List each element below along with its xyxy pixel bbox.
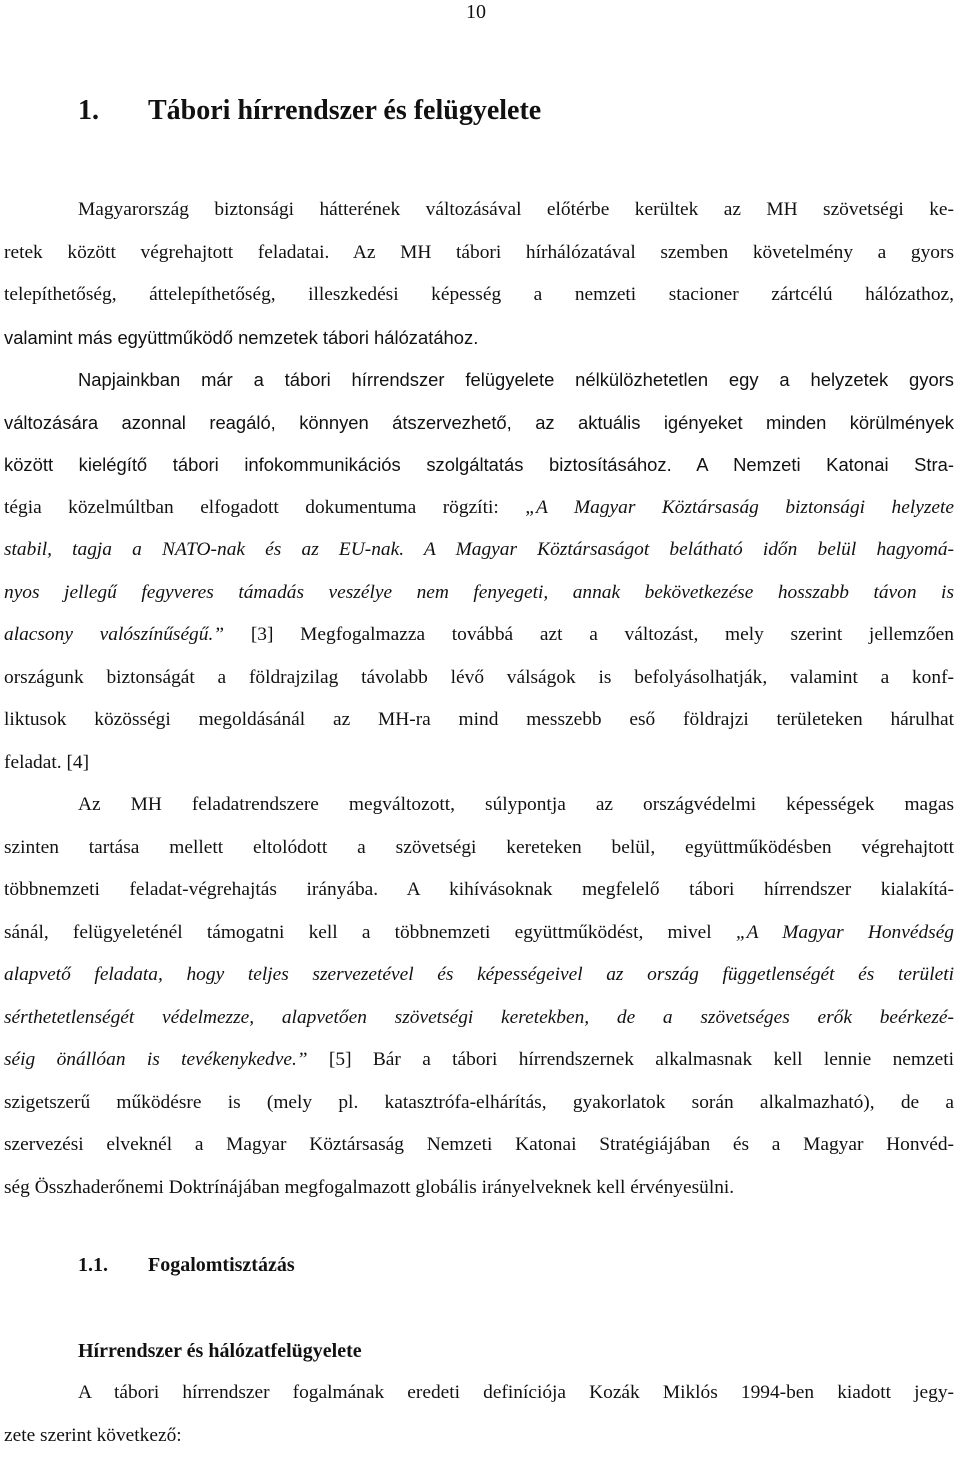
- body-line: [78, 189, 954, 232]
- body-line: [4, 1039, 954, 1082]
- chapter-number: 1.: [78, 95, 99, 126]
- body-line: [4, 912, 954, 955]
- page-number: 10: [466, 1, 486, 23]
- body-after-line: [78, 1372, 954, 1415]
- text-run: valamint más együttműködő nemzetek tábori hálózatához.: [4, 327, 479, 348]
- section-title: Fogalomtisztázás: [148, 1254, 295, 1276]
- section-number: 1.1.: [78, 1254, 108, 1276]
- text-run: retek között végrehajtott feladatai. Az MH tábori hírhálózatával szemben követelmény a gyors: [4, 242, 954, 263]
- text-run: liktusok közösségi megoldásánál az MH-ra mind messzebb eső földrajzi területeken hárulhat: [4, 709, 954, 730]
- body-line: [4, 274, 954, 317]
- body-line: [4, 444, 954, 487]
- body-line: [4, 487, 954, 530]
- text-run: [3] Megfogalmazza továbbá azt a változást, mely szerint jellemzően: [224, 624, 954, 645]
- text-run: feladat. [4]: [4, 752, 90, 773]
- text-run: szigetszerű működésre is (mely pl. katasztrófa-elhárítás, gyakorlatok során alkalmazható), de a: [4, 1092, 954, 1113]
- text-run: Napjainkban már a tábori hírrendszer felügyelete nélkülözhetetlen egy a helyzetek gyors: [78, 369, 954, 390]
- quote-text: alacsony valószínűségű.”: [4, 624, 225, 645]
- body-line: [4, 869, 954, 912]
- body-line: [4, 529, 954, 572]
- subsection-heading: Hírrendszer és hálózatfelügyelete: [78, 1340, 362, 1362]
- body-after-line: [4, 1415, 954, 1458]
- text-run: többnemzeti feladat-végrehajtás irányába. A kihívásoknak megfelelő tábori hírrendszer kialakítá-: [4, 879, 954, 900]
- body-line: [4, 954, 954, 997]
- text-run: változására azonnal reagáló, könnyen átszervezhető, az aktuális igényeket minden körülmények: [4, 412, 954, 433]
- text-run: [5] Bár a tábori hírrendszernek alkalmasnak kell lennie nemzeti: [307, 1049, 954, 1070]
- quote-text: alapvető feladata, hogy teljes szervezetével és képességeivel az ország függetlenségét és területi: [4, 964, 954, 985]
- body-line: [4, 402, 954, 445]
- body-line: [4, 572, 954, 615]
- text-run: zete szerint következő:: [4, 1425, 182, 1446]
- text-run: sánál, felügyeleténél támogatni kell a többnemzeti együttműködést, mivel: [4, 922, 736, 943]
- chapter-title: Tábori hírrendszer és felügyelete: [148, 95, 542, 126]
- body-line: [4, 827, 954, 870]
- text-run: telepíthetőség, áttelepíthetőség, illeszkedési képesség a nemzeti stacioner zártcélú hálózathoz,: [4, 284, 954, 305]
- quote-text: nyos jellegű fegyveres támadás veszélye nem fenyegeti, annak bekövetkezése hosszabb távon is: [4, 582, 954, 603]
- text-run: között kielégítő tábori infokommunikációs szolgáltatás biztosításához. A Nemzeti Katonai Stra-: [4, 454, 954, 475]
- body-line: [4, 1082, 954, 1125]
- quote-text: „A Magyar Honvédség: [735, 922, 954, 943]
- body-line: [4, 232, 954, 275]
- section-heading: [78, 1250, 295, 1280]
- body-line: [4, 699, 954, 742]
- body-line: [4, 997, 954, 1040]
- text-run: tégia közelmúltban elfogadott dokumentuma rögzíti:: [4, 497, 526, 518]
- text-run: Az MH feladatrendszere megváltozott, súlypontja az országvédelmi képességek magas: [78, 794, 954, 815]
- quote-text: stabil, tagja a NATO-nak és az EU-nak. A Magyar Köztársaságot belátható időn belül hagyomá-: [4, 539, 954, 560]
- text-run: országunk biztonságát a földrajzilag távolabb lévő válságok is befolyásolhatják, valamint a konf-: [4, 667, 954, 688]
- body-line: [78, 359, 954, 402]
- body-line: [4, 742, 954, 785]
- text-run: Magyarország biztonsági hátterének változásával előtérbe kerültek az MH szövetségi ke-: [78, 199, 954, 220]
- quote-text: „A Magyar Köztársaság biztonsági helyzete: [525, 497, 954, 518]
- body-line: [78, 784, 954, 827]
- body-line: [4, 657, 954, 700]
- text-run: szinten tartása mellett eltolódott a szövetségi kereteken belül, együttműködésben végrehajtott: [4, 837, 954, 858]
- body-line: [4, 317, 954, 360]
- body-line: [4, 1167, 954, 1210]
- body-line: [4, 1124, 954, 1167]
- quote-text: sérthetetlenségét védelmezze, alapvetően szövetségi keretekben, de a szövetséges erők beérkezé-: [4, 1007, 954, 1028]
- text-run: szervezési elveknél a Magyar Köztársaság Nemzeti Katonai Stratégiájában és a Magyar Honvéd-: [4, 1134, 954, 1155]
- body-line: [4, 614, 954, 657]
- chapter-heading: [78, 94, 541, 128]
- text-run: ség Összhaderőnemi Doktrínájában megfogalmazott globális irányelveknek kell érvényesülni.: [4, 1177, 735, 1198]
- quote-text: séig önállóan is tevékenykedve.”: [4, 1049, 308, 1070]
- text-run: A tábori hírrendszer fogalmának eredeti definíciója Kozák Miklós 1994-ben kiadott jegy-: [78, 1382, 954, 1403]
